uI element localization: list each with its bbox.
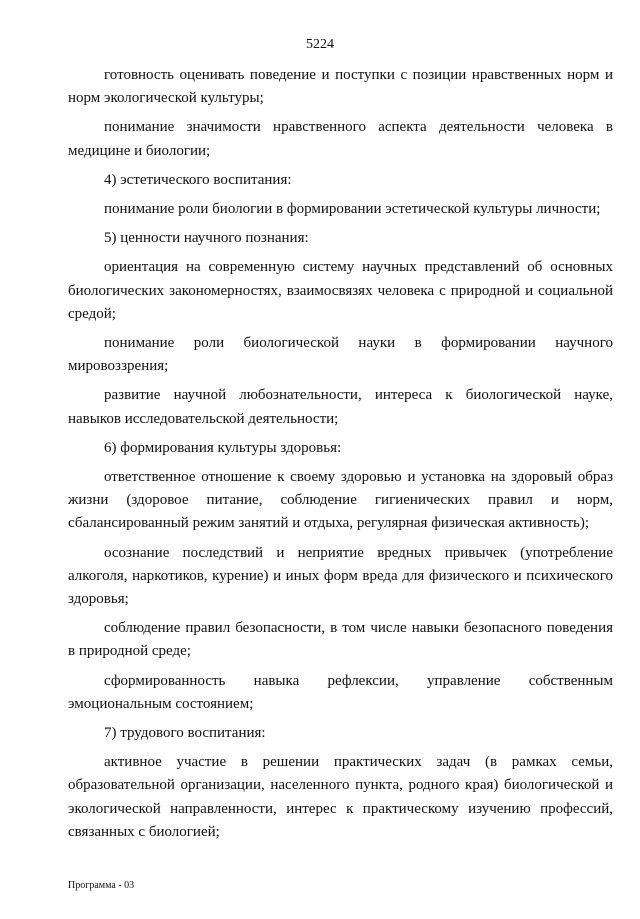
footer-label: Программа - 03 xyxy=(68,880,135,891)
section-heading: 6) формирования культуры здоровья: xyxy=(104,439,342,456)
paragraph: сформированность навыка рефлексии, управление собственным эмоциональным состоянием; xyxy=(68,672,613,712)
section-heading: 7) трудового воспитания: xyxy=(104,725,266,742)
section-heading: 5) ценности научного познания: xyxy=(104,230,309,247)
paragraph: понимание значимости нравственного аспекта деятельности человека в медицине и биологии; xyxy=(68,119,613,159)
paragraph: активное участие в решении практических задач (в рамках семьи, образовательной организации, населенного пункта, родного края) биологической и экологической направленности, интерес к практическому изучению профессий, связанных с биологией; xyxy=(68,754,613,840)
paragraph: готовность оценивать поведение и поступки с позиции нравственных норм и норм экологической культуры; xyxy=(68,67,613,107)
paragraph: понимание роли биологической науки в формировании научного мировоззрения; xyxy=(68,335,613,375)
section-heading: 4) эстетического воспитания: xyxy=(104,171,292,188)
document-body xyxy=(68,64,613,850)
paragraph: ориентация на современную систему научных представлений об основных биологических закономерностях, взаимосвязях человека с природной и социальной средой; xyxy=(68,259,613,322)
paragraph: соблюдение правил безопасности, в том числе навыки безопасного поведения в природной среде; xyxy=(68,620,613,660)
paragraph: ответственное отношение к своему здоровью и установка на здоровый образ жизни (здоровое питание, соблюдение гигиенических правил и норм, сбалансированный режим занятий и отдыха, регулярная физическая активность); xyxy=(68,469,613,532)
paragraph: развитие научной любознательности, интереса к биологической науке, навыков исследовательской деятельности; xyxy=(68,387,613,427)
paragraph: понимание роли биологии в формировании эстетической культуры личности; xyxy=(104,201,601,218)
page-number: 5224 xyxy=(306,37,334,52)
paragraph: осознание последствий и неприятие вредных привычек (употребление алкоголя, наркотиков, курение) и иных форм вреда для физического и психического здоровья; xyxy=(68,544,613,608)
